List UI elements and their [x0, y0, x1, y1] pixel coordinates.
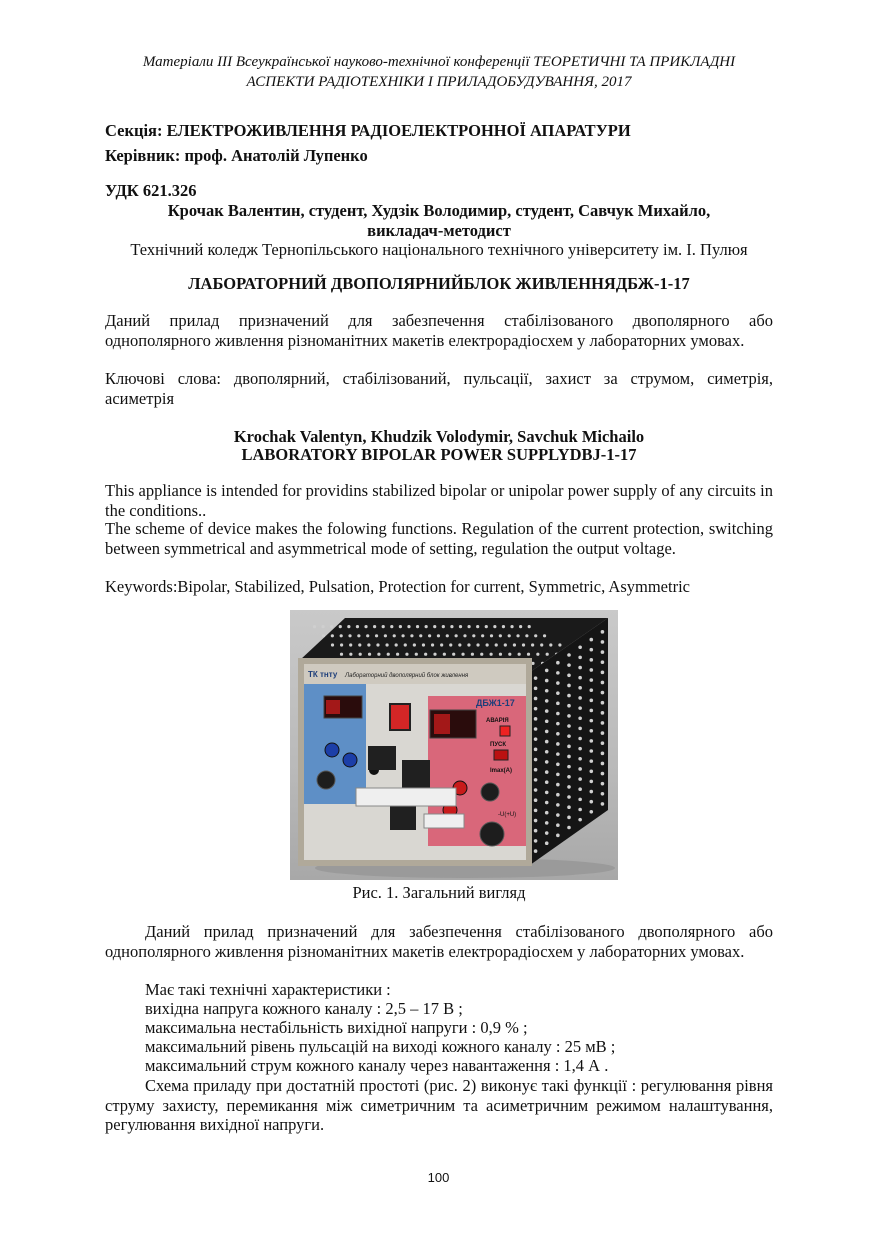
perforation-hole: [546, 653, 549, 656]
perforation-hole: [578, 808, 582, 812]
authors-ua-line-1: Крочак Валентин, студент, Худзік Володимир, студент, Савчук Михайло,: [167, 201, 711, 220]
header-line-1: Матеріали ІІІ Всеукраїнської науково-технічної конференції ТЕОРЕТИЧНІ ТА ПРИКЛАДНІ: [142, 54, 736, 70]
perforation-hole: [410, 634, 413, 637]
abstract-en-2: The scheme of device makes the folowing functions. Regulation of the current protection, switching between symmetrical and asymmetrical mode of setting, regulation the output voltage.: [105, 519, 773, 558]
body-paragraph-2: Схема приладу при достатній простоті (рис. 2) виконує такі функції : регулювання рівня струму захисту, перемикання між симетричним та асиметричним режимом налаштування, регулювання вихідної напруги.: [105, 1076, 773, 1134]
perforation-hole: [545, 770, 549, 774]
perforation-hole: [589, 719, 593, 723]
perforation-hole: [589, 749, 593, 753]
perforation-hole: [437, 634, 440, 637]
perforation-hole: [589, 780, 593, 784]
perforation-hole: [510, 625, 513, 628]
perforation-hole: [424, 653, 427, 656]
perforation-hole: [556, 834, 560, 838]
spec-intro: Має такі технічні характеристики :: [145, 980, 391, 999]
perforation-hole: [461, 653, 464, 656]
figure-caption: Рис. 1. Загальний вигляд: [352, 883, 526, 902]
perforation-hole: [431, 643, 434, 646]
keywords-en: Keywords:Bipolar, Stabilized, Pulsation, Protection for current, Symmetric, Asymmetric: [105, 577, 690, 596]
perforation-hole: [385, 643, 388, 646]
perforation-hole: [601, 752, 605, 756]
perforation-hole: [368, 653, 371, 656]
perforation-hole: [556, 691, 560, 695]
perforation-hole: [578, 686, 582, 690]
terminal-blue-2: [343, 753, 357, 767]
perforation-hole: [578, 645, 582, 649]
perforation-hole: [480, 653, 483, 656]
terminal-blue-1: [325, 743, 339, 757]
perforation-hole: [485, 625, 488, 628]
perforation-hole: [567, 694, 571, 698]
perforation-hole: [556, 732, 560, 736]
spec-item: максимальний струм кожного каналу через навантаження : 1,4 А .: [145, 1056, 609, 1075]
perforation-hole: [331, 643, 334, 646]
label-imax: Imax(A): [490, 768, 513, 774]
perforation-hole: [534, 748, 538, 752]
perforation-hole: [481, 634, 484, 637]
perforation-hole: [545, 699, 549, 703]
perforation-hole: [601, 650, 605, 654]
perforation-hole: [545, 801, 549, 805]
perforation-hole: [384, 634, 387, 637]
perforation-hole: [393, 634, 396, 637]
perforation-hole: [490, 653, 493, 656]
perforation-hole: [413, 643, 416, 646]
perforation-hole: [578, 757, 582, 761]
perforation-hole: [556, 752, 560, 756]
perforation-hole: [545, 689, 549, 693]
perforation-hole: [578, 716, 582, 720]
perforation-hole: [556, 823, 560, 827]
perforation-hole: [502, 625, 505, 628]
perforation-hole: [601, 711, 605, 715]
perforation-hole: [357, 634, 360, 637]
perforation-hole: [545, 669, 549, 673]
perforation-hole: [567, 816, 571, 820]
perforation-hole: [534, 798, 538, 802]
spec-item: максимальна нестабільність вихідної напруги : 0,9 % ;: [145, 1018, 528, 1037]
perforation-hole: [504, 643, 507, 646]
current-knob: [481, 783, 499, 801]
perforation-hole: [545, 760, 549, 764]
perforation-hole: [449, 643, 452, 646]
perforation-hole: [364, 625, 367, 628]
perforation-hole: [556, 712, 560, 716]
perforation-hole: [545, 679, 549, 683]
perforation-hole: [349, 643, 352, 646]
perforation-hole: [601, 762, 605, 766]
perforation-hole: [578, 767, 582, 771]
perforation-hole: [377, 653, 380, 656]
perforation-hole: [442, 625, 445, 628]
perforation-hole: [556, 681, 560, 685]
perforation-hole: [534, 707, 538, 711]
perforation-hole: [589, 668, 593, 672]
perforation-hole: [589, 810, 593, 814]
perforation-hole: [534, 788, 538, 792]
perforation-hole: [601, 802, 605, 806]
perforation-hole: [340, 643, 343, 646]
perforation-hole: [545, 740, 549, 744]
perforation-hole: [536, 653, 539, 656]
perforation-hole: [601, 731, 605, 735]
perforation-hole: [556, 783, 560, 787]
perforation-hole: [349, 653, 352, 656]
perforation-hole: [578, 777, 582, 781]
perforation-hole: [419, 634, 422, 637]
perforation-hole: [601, 782, 605, 786]
perforation-hole: [486, 643, 489, 646]
perforation-hole: [518, 653, 521, 656]
conference-header: [105, 52, 773, 92]
perforation-hole: [399, 625, 402, 628]
perforation-hole: [545, 730, 549, 734]
perforation-hole: [589, 638, 593, 642]
perforation-hole: [331, 634, 334, 637]
perforation-hole: [415, 653, 418, 656]
perforation-hole: [567, 704, 571, 708]
perforation-hole: [540, 643, 543, 646]
affiliation: Технічний коледж Тернопільського національного технічного університету ім. І. Пулюя: [130, 240, 748, 259]
perforation-hole: [543, 634, 546, 637]
perforation-hole: [373, 625, 376, 628]
perforation-hole: [405, 653, 408, 656]
perforation-hole: [558, 643, 561, 646]
perforation-hole: [589, 699, 593, 703]
perforation-hole: [522, 643, 525, 646]
power-switch: [390, 704, 410, 730]
perforation-hole: [556, 702, 560, 706]
perforation-hole: [589, 739, 593, 743]
perforation-hole: [519, 625, 522, 628]
perforation-hole: [455, 634, 458, 637]
perforation-hole: [425, 625, 428, 628]
perforation-hole: [567, 673, 571, 677]
perforation-hole: [545, 780, 549, 784]
panel-model: ДБЖ1-17: [476, 698, 515, 708]
device-photo: [290, 610, 618, 880]
perforation-hole: [339, 625, 342, 628]
start-button: [494, 750, 508, 760]
perforation-hole: [567, 795, 571, 799]
perforation-hole: [589, 678, 593, 682]
perforation-hole: [508, 634, 511, 637]
perforation-hole: [578, 727, 582, 731]
title-ua: ЛАБОРАТОРНИЙ ДВОПОЛЯРНИЙБЛОК ЖИВЛЕННЯДБЖ-1-17: [188, 274, 690, 293]
perforation-hole: [467, 643, 470, 646]
perforation-hole: [513, 643, 516, 646]
perforation-hole: [534, 676, 538, 680]
perforation-hole: [531, 643, 534, 646]
perforation-hole: [567, 826, 571, 830]
header-line-2: АСПЕКТИ РАДІОТЕХНІКИ І ПРИЛАДОБУДУВАННЯ, 2017: [246, 74, 632, 90]
panel-logo: ТК тнту: [308, 670, 338, 679]
perforation-hole: [601, 640, 605, 644]
label-u: -U(+U): [498, 812, 517, 818]
perforation-hole: [407, 625, 410, 628]
perforation-hole: [556, 793, 560, 797]
perforation-hole: [467, 625, 470, 628]
perforation-hole: [601, 630, 605, 634]
perforation-hole: [601, 772, 605, 776]
device-illustration: [290, 610, 618, 880]
perforation-hole: [471, 653, 474, 656]
perforation-hole: [534, 819, 538, 823]
perforation-hole: [556, 671, 560, 675]
perforation-hole: [545, 719, 549, 723]
perforation-hole: [589, 769, 593, 773]
perforation-hole: [545, 750, 549, 754]
perforation-hole: [578, 747, 582, 751]
perforation-hole: [476, 643, 479, 646]
perforation-hole: [359, 653, 362, 656]
perforation-hole: [578, 818, 582, 822]
perforation-hole: [589, 648, 593, 652]
perforation-hole: [534, 829, 538, 833]
perforation-hole: [534, 839, 538, 843]
connector-block-1: [368, 746, 396, 770]
perforation-hole: [382, 625, 385, 628]
perforation-hole: [525, 634, 528, 637]
perforation-hole: [527, 653, 530, 656]
perforation-hole: [330, 625, 333, 628]
perforation-hole: [567, 653, 571, 657]
perforation-hole: [495, 643, 498, 646]
perforation-hole: [472, 634, 475, 637]
perforation-hole: [433, 625, 436, 628]
spec-item: максимальний рівень пульсацій на виході кожного каналу : 25 мВ ;: [145, 1037, 616, 1056]
perforation-hole: [578, 696, 582, 700]
perforation-hole: [356, 625, 359, 628]
perforation-hole: [367, 643, 370, 646]
perforation-hole: [499, 653, 502, 656]
perforation-hole: [556, 722, 560, 726]
perforation-hole: [528, 625, 531, 628]
perforation-hole: [578, 706, 582, 710]
perforation-hole: [493, 625, 496, 628]
perforation-hole: [422, 643, 425, 646]
perforation-hole: [589, 658, 593, 662]
perforation-hole: [578, 656, 582, 660]
page-number: 100: [427, 1170, 450, 1185]
perforation-hole: [589, 790, 593, 794]
perforation-hole: [375, 634, 378, 637]
authors-ua: [105, 201, 773, 240]
perforation-hole: [589, 800, 593, 804]
perforation-hole: [348, 634, 351, 637]
keywords-ua: Ключові слова: двополярний, стабілізований, пульсації, захист за струмом, симетрія, асиметрія: [105, 369, 773, 408]
supervisor: Керівник: проф. Анатолій Лупенко: [105, 146, 368, 165]
perforation-hole: [404, 643, 407, 646]
perforation-hole: [578, 798, 582, 802]
connector-block-2: [402, 760, 430, 788]
perforation-hole: [401, 634, 404, 637]
perforation-hole: [534, 687, 538, 691]
perforation-hole: [545, 841, 549, 845]
perforation-hole: [366, 634, 369, 637]
perforation-hole: [556, 813, 560, 817]
perforation-hole: [567, 805, 571, 809]
perforation-hole: [463, 634, 466, 637]
perforation-hole: [450, 625, 453, 628]
perforation-hole: [321, 625, 324, 628]
perforation-hole: [534, 697, 538, 701]
perforation-hole: [428, 634, 431, 637]
perforation-hole: [589, 709, 593, 713]
perforation-hole: [545, 709, 549, 713]
perforation-hole: [545, 791, 549, 795]
perforation-hole: [534, 809, 538, 813]
section-title: Секція: ЕЛЕКТРОЖИВЛЕННЯ РАДІОЕЛЕКТРОННОЇ АПАРАТУРИ: [105, 121, 631, 140]
perforation-hole: [601, 701, 605, 705]
perforation-hole: [589, 729, 593, 733]
perforation-hole: [578, 676, 582, 680]
perforation-hole: [347, 625, 350, 628]
perforation-hole: [601, 660, 605, 664]
perforation-hole: [601, 721, 605, 725]
perforation-hole: [556, 762, 560, 766]
perforation-hole: [567, 775, 571, 779]
perforation-hole: [440, 643, 443, 646]
perforation-hole: [601, 741, 605, 745]
perforation-hole: [446, 634, 449, 637]
perforation-hole: [340, 634, 343, 637]
perforation-hole: [313, 625, 316, 628]
perforation-hole: [601, 681, 605, 685]
perforation-hole: [589, 688, 593, 692]
perforation-hole: [601, 691, 605, 695]
perforation-hole: [395, 643, 398, 646]
perforation-hole: [567, 765, 571, 769]
perforation-hole: [452, 653, 455, 656]
abstract-en-1: This appliance is intended for providins stabilized bipolar or unipolar power supply of any circuits in the conditions..: [105, 481, 773, 520]
perforation-hole: [490, 634, 493, 637]
spec-item: вихідна напруга кожного каналу : 2,5 – 17 В ;: [145, 999, 463, 1018]
perforation-hole: [578, 737, 582, 741]
left-knob: [317, 771, 335, 789]
perforation-hole: [567, 734, 571, 738]
perforation-hole: [567, 724, 571, 728]
panel-title: Лабораторний двополярний блок живлення: [345, 673, 469, 679]
label-start: ПУСК: [490, 742, 507, 748]
perforation-hole: [556, 742, 560, 746]
perforation-hole: [578, 787, 582, 791]
perforation-hole: [601, 792, 605, 796]
perforation-hole: [358, 643, 361, 646]
perforation-hole: [508, 653, 511, 656]
perforation-hole: [534, 768, 538, 772]
alarm-lamp: [500, 726, 510, 736]
perforation-hole: [567, 785, 571, 789]
perforation-hole: [476, 625, 479, 628]
label-alarm: АВАРІЯ: [486, 718, 509, 724]
perforation-hole: [545, 821, 549, 825]
perforation-hole: [390, 625, 393, 628]
perforation-hole: [534, 737, 538, 741]
perforation-hole: [534, 717, 538, 721]
perforation-hole: [601, 671, 605, 675]
perforation-hole: [578, 666, 582, 670]
perforation-hole: [589, 759, 593, 763]
terminal-strip: [356, 788, 456, 806]
perforation-hole: [567, 684, 571, 688]
perforation-hole: [534, 727, 538, 731]
perforation-hole: [433, 653, 436, 656]
perforation-hole: [416, 625, 419, 628]
title-en: LABORATORY BIPOLAR POWER SUPPLYDBJ-1-17: [241, 445, 637, 464]
perforation-hole: [340, 653, 343, 656]
perforation-hole: [387, 653, 390, 656]
perforation-hole: [556, 773, 560, 777]
perforation-hole: [516, 634, 519, 637]
perforation-hole: [458, 643, 461, 646]
perforation-hole: [534, 778, 538, 782]
udc: УДК 621.326: [105, 181, 197, 200]
perforation-hole: [549, 643, 552, 646]
voltage-knob: [480, 822, 504, 846]
perforation-hole: [567, 714, 571, 718]
perforation-hole: [376, 643, 379, 646]
authors-en: Krochak Valentyn, Khudzik Volodymir, Savchuk Michailo: [233, 427, 645, 446]
authors-ua-line-2: викладач-методист: [367, 220, 511, 240]
abstract-ua: Даний прилад призначений для забезпечення стабілізованого двополярного або однополярного живлення різноманітних макетів електрорадіосхем у лабораторних умовах.: [105, 311, 773, 350]
perforation-hole: [322, 634, 325, 637]
perforation-hole: [499, 634, 502, 637]
perforation-hole: [459, 625, 462, 628]
perforation-hole: [556, 661, 560, 665]
perforation-hole: [545, 831, 549, 835]
body-paragraph-1: Даний прилад призначений для забезпечення стабілізованого двополярного або однополярного живлення різноманітних макетів електрорадіосхем у лабораторних умовах.: [105, 922, 773, 961]
perforation-hole: [567, 663, 571, 667]
perforation-hole: [534, 758, 538, 762]
perforation-hole: [567, 745, 571, 749]
perforation-hole: [396, 653, 399, 656]
perforation-hole: [545, 811, 549, 815]
perforation-hole: [534, 849, 538, 853]
perforation-hole: [567, 755, 571, 759]
perforation-hole: [534, 634, 537, 637]
perforation-hole: [556, 803, 560, 807]
perforation-hole: [443, 653, 446, 656]
